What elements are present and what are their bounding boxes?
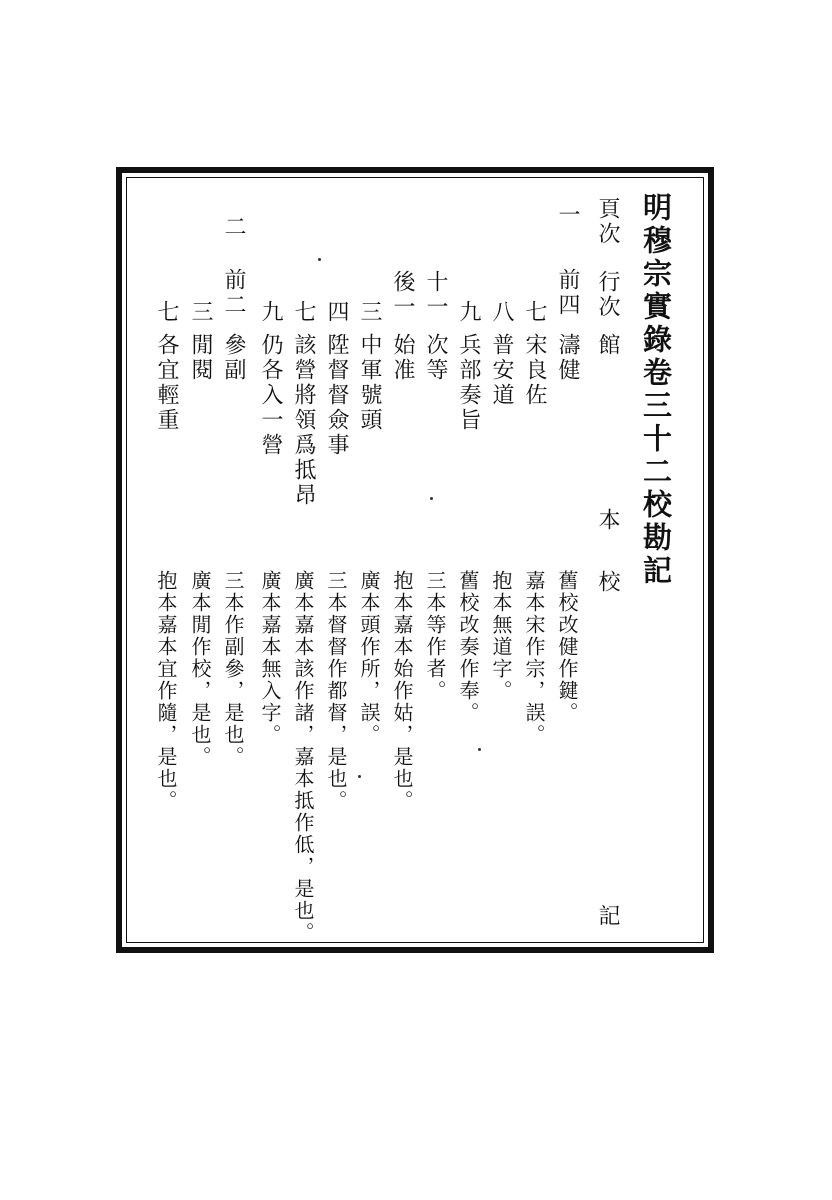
entry-10-line: 九	[258, 300, 283, 325]
entry-3-note: 抱本無道字。	[489, 570, 513, 702]
entry-2-note: 嘉本宋作宗，誤。	[522, 570, 546, 746]
entry-8-note: 三本督督作都督，是也。	[324, 570, 348, 812]
scan-speck	[430, 497, 433, 500]
header-page-label: 頁次	[595, 197, 620, 247]
entry-12-note: 廣本閒作校，是也。	[188, 570, 212, 768]
entry-9-line: 七	[291, 300, 316, 325]
entry-4-note: 舊校改奏作奉。	[456, 570, 480, 724]
entry-6-note: 抱本嘉本始作姑，是也。	[390, 570, 414, 812]
entry-3-line: 八	[489, 300, 514, 325]
header-base-text: 本	[595, 508, 620, 533]
entry-11-term: 參副	[221, 333, 246, 383]
header-collation: 校	[595, 570, 620, 595]
page-title: 明穆宗實錄卷三十二校勘記	[639, 192, 673, 588]
entry-10-note: 廣本嘉本無入字。	[258, 570, 282, 746]
entry-5-page: 十一	[423, 270, 448, 320]
entry-12-term: 閒閱	[188, 333, 213, 383]
entry-9-term: 該營將領爲抵昂	[291, 333, 316, 508]
entry-12-line: 三	[188, 300, 213, 325]
entry-2-term: 宋良佐	[522, 333, 547, 408]
entry-6-term: 始准	[390, 333, 415, 383]
entry-6-page: 後一	[390, 270, 415, 320]
entry-4-term: 兵部奏旨	[456, 333, 481, 433]
entry-7-term: 中軍號頭	[357, 333, 382, 433]
entry-1-page: 一	[555, 203, 580, 228]
entry-3-term: 普安道	[489, 333, 514, 408]
scan-speck	[478, 748, 481, 751]
entry-8-line: 四	[324, 300, 349, 325]
header-note: 記	[595, 904, 620, 929]
entry-10-term: 仍各入一營	[258, 333, 283, 458]
entry-1-line: 前四	[555, 268, 580, 318]
entry-11-note: 三本作副參，是也。	[221, 570, 245, 768]
entry-13-term: 各宜輕重	[154, 333, 179, 433]
scan-speck	[318, 258, 321, 261]
entry-13-note: 抱本嘉本宜作隨，是也。	[154, 570, 178, 812]
entry-2-line: 七	[522, 300, 547, 325]
entry-1-note: 舊校改健作鍵。	[555, 570, 579, 724]
header-hall: 館	[595, 333, 620, 358]
entry-4-line: 九	[456, 300, 481, 325]
header-line-label: 行次	[595, 270, 620, 320]
entry-11-line: 前二	[221, 268, 246, 318]
entry-7-note: 廣本頭作所，誤。	[357, 570, 381, 746]
entry-7-line: 三	[357, 300, 382, 325]
entry-5-note: 三本等作者。	[423, 570, 447, 702]
entry-1-term: 濤健	[555, 333, 580, 383]
entry-11-page: 二	[221, 215, 246, 240]
entry-5-term: 次等	[423, 333, 448, 383]
entry-8-term: 陞督督僉事	[324, 333, 349, 458]
entry-13-line: 七	[154, 300, 179, 325]
entry-9-note: 廣本嘉本該作諸，嘉本抵作低，是也。	[291, 570, 315, 944]
scan-speck	[358, 775, 361, 778]
